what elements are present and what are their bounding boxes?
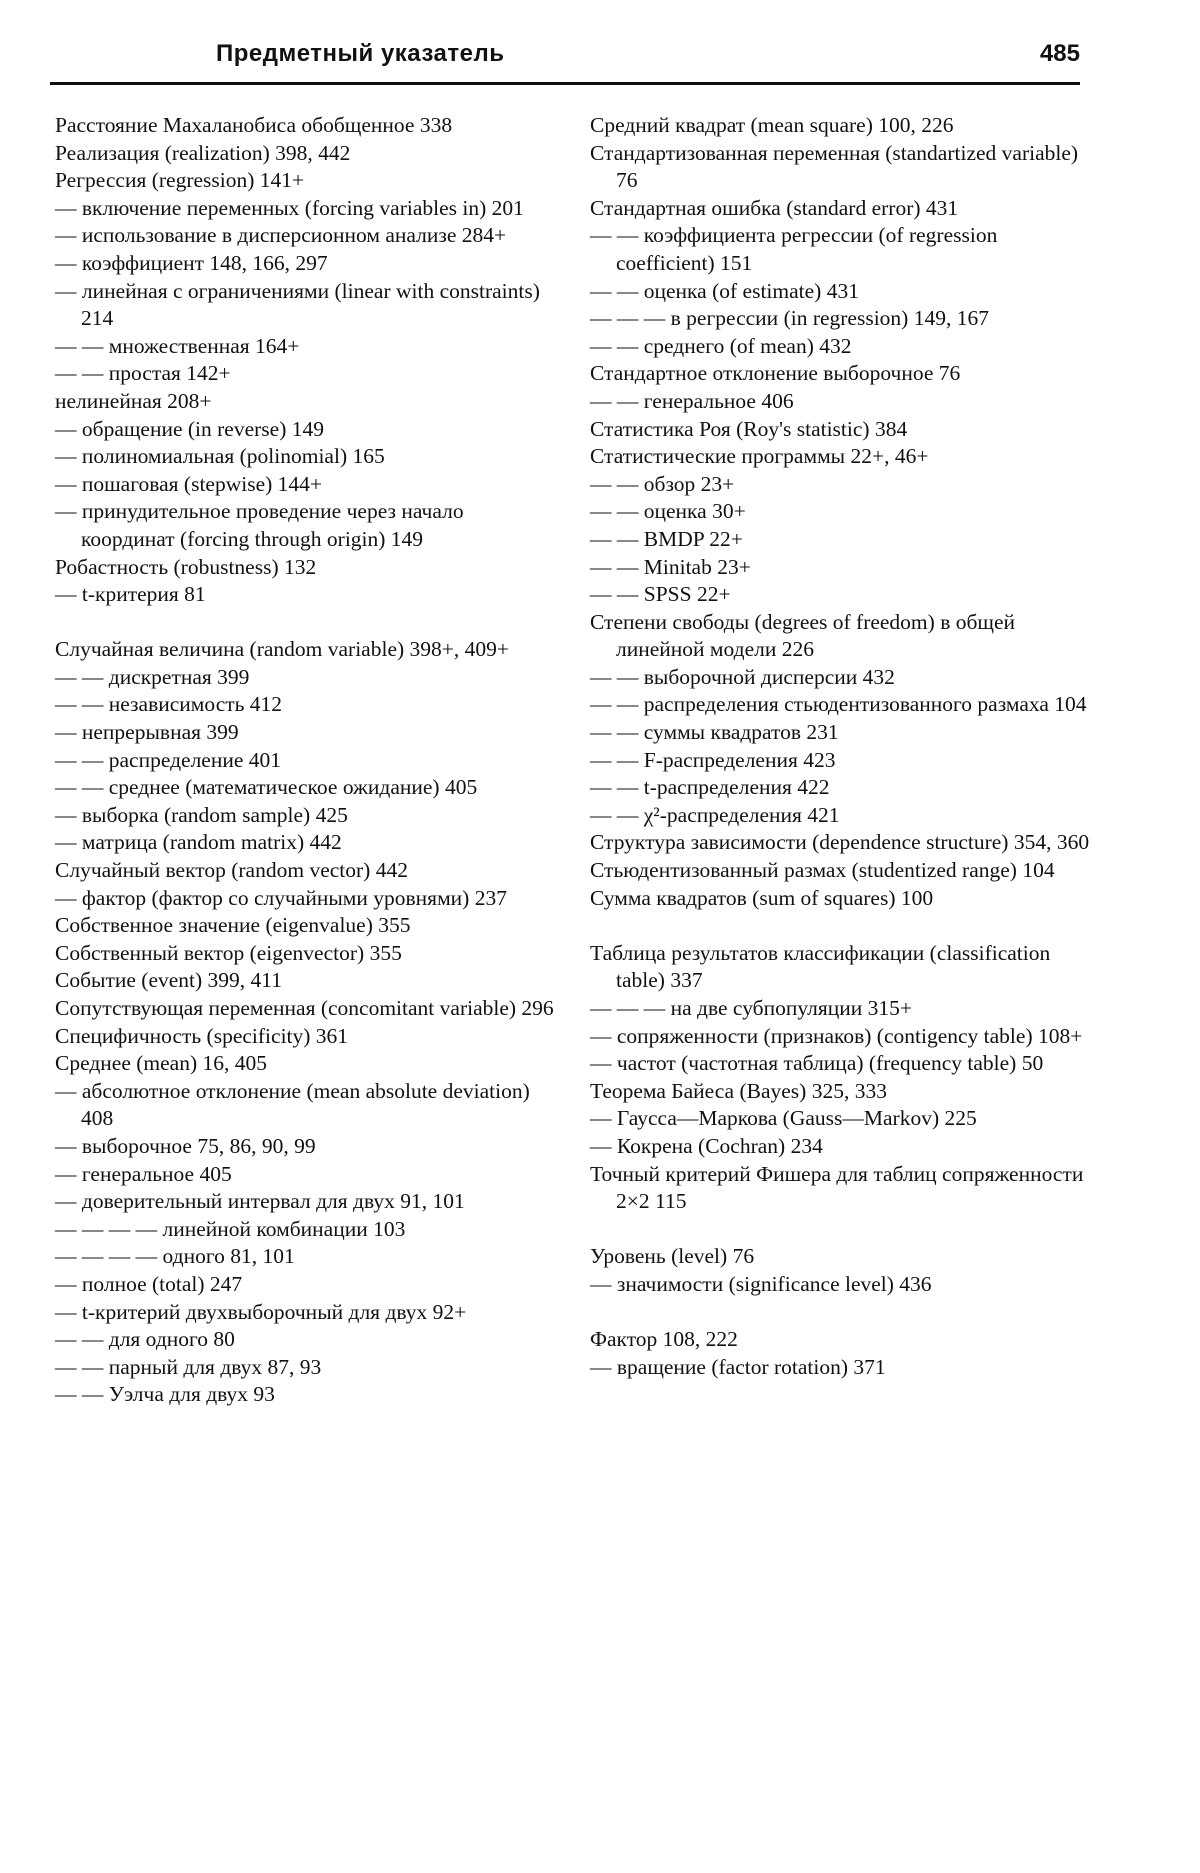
index-entry: — генеральное 405 [55,1161,232,1186]
index-entry: Собственное значение (eigenvalue) 355 [55,913,411,938]
index-entry: — — BMDP 22+ [590,526,743,551]
index-entry: — обращение (in reverse) 149 [55,416,324,441]
index-entry: — — выборочной дисперсии 432 [590,664,895,689]
index-entry: Степени свободы (degrees of freedom) в общей линейной модели 226 [590,609,1016,662]
index-entry: Специфичность (specificity) 361 [55,1023,349,1048]
index-entry: Случайный вектор (random vector) 442 [55,858,408,883]
index-entry: — — оценка 30+ [590,499,746,524]
index-entry: — Гаусса—Маркова (Gauss—Markov) 225 [590,1106,977,1131]
page-number: 485 [1039,40,1080,67]
index-entry: — пошаговая (stepwise) 144+ [55,471,323,496]
section-gap [590,1299,1095,1327]
index-entry: Структура зависимости (dependence structure) 354, 360 [590,830,1090,855]
index-entry: — t-критерий двухвыборочный для двух 92+ [55,1299,467,1324]
index-entry: — — SPSS 22+ [590,582,731,607]
index-entry: Таблица результатов классификации (classification table) 337 [590,940,1051,993]
index-entry: — полиномиальная (polinomial) 165 [55,444,385,469]
index-entry: — — распределение 401 [55,747,282,772]
page-header [50,40,1080,80]
index-entry: — — χ²-распределения 421 [590,802,840,827]
index-entry: Собственный вектор (eigenvector) 355 [55,940,402,965]
index-entry: — — среднее (математическое ожидание) 405 [55,775,478,800]
index-entry: — полное (total) 247 [55,1271,243,1296]
index-entry: — — парный для двух 87, 93 [55,1354,322,1379]
index-entry: — — простая 142+ [55,361,231,386]
index-entry: — матрица (random matrix) 442 [55,830,342,855]
index-entry: — — среднего (of mean) 432 [590,333,852,358]
index-entry: нелинейная 208+ [55,388,212,413]
index-entry: Стандартное отклонение выборочное 76 [590,361,961,386]
index-entry: Фактор 108, 222 [590,1327,738,1352]
index-entry: — — Уэлча для двух 93 [55,1382,275,1407]
index-entry: — фактор (фактор со случайными уровнями) 237 [55,885,507,910]
index-entry: — — дискретная 399 [55,664,250,689]
index-entry: — — коэффициента регрессии (of regression coefficient) 151 [590,223,998,275]
header-divider [50,82,1080,85]
index-entry: — значимости (significance level) 436 [590,1271,932,1296]
index-entry: — коэффициент 148, 166, 297 [55,250,328,275]
index-entry: Уровень (level) 76 [590,1244,755,1269]
index-entry: — — суммы квадратов 231 [590,720,839,745]
index-entry: — t-критерия 81 [55,582,206,607]
section-gap [590,1216,1095,1244]
index-entry: Стандартизованная переменная (standartized variable) 76 [590,140,1079,193]
index-entry: — включение переменных (forcing variables in) 201 [55,195,524,220]
index-entry: — — — в регрессии (in regression) 149, 167 [590,306,989,331]
section-gap [55,609,555,637]
index-entry: — доверительный интервал для двух 91, 101 [55,1189,465,1214]
index-entry: — частот (частотная таблица) (frequency table) 50 [590,1051,1044,1076]
index-entry: — — — на две субпопуляции 315+ [590,996,913,1020]
index-entry: — — для одного 80 [55,1327,235,1352]
index-entry: — выборочное 75, 86, 90, 99 [55,1133,316,1158]
index-entry: — — генеральное 406 [590,388,794,413]
index-entry: Регрессия (regression) 141+ [55,168,305,193]
index-entry: — непрерывная 399 [55,720,239,745]
index-entry: — — оценка (of estimate) 431 [590,278,859,303]
index-entry: Точный критерий Фишера для таблиц сопряженности 2×2 115 [590,1161,1084,1214]
index-entry: Среднее (mean) 16, 405 [55,1051,268,1076]
index-entry: — выборка (random sample) 425 [55,802,348,827]
index-column-left [55,112,555,1409]
index-entry: — — Minitab 23+ [590,554,751,579]
index-entry: Сумма квадратов (sum of squares) 100 [590,885,934,910]
index-entry: Реализация (realization) 398, 442 [55,140,351,165]
index-entry: Стандартная ошибка (standard error) 431 [590,195,959,220]
index-entry: — — F-распределения 423 [590,747,836,772]
index-column-right [590,112,1095,1381]
index-entry: Случайная величина (random variable) 398+, 409+ [55,637,510,662]
index-entry: — — обзор 23+ [590,471,735,496]
index-entry: — — множественная 164+ [55,333,300,358]
page-title: Предметный указатель [216,40,505,67]
index-entry: Событие (event) 399, 411 [55,968,282,993]
index-entry: — использование в дисперсионном анализе 284+ [55,223,507,248]
index-entry: Робастность (robustness) 132 [55,554,317,579]
index-entry: — вращение (factor rotation) 371 [590,1354,886,1379]
index-entry: — — t-распределения 422 [590,775,830,800]
index-entry: — — распределения стьюдентизованного размаха 104 [590,692,1087,717]
index-entry: — — — — линейной комбинации 103 [55,1216,406,1241]
index-entry: Статистические программы 22+, 46+ [590,444,929,469]
index-entry: Сопутствующая переменная (concomitant variable) 296 [55,996,554,1020]
index-entry: — принудительное проведение через начало координат (forcing through origin) 149 [55,499,464,551]
index-entry: Средний квадрат (mean square) 100, 226 [590,113,954,137]
index-entry: — — — — одного 81, 101 [55,1244,295,1269]
index-entry: — абсолютное отклонение (mean absolute deviation) 408 [55,1078,530,1131]
section-gap [590,912,1095,940]
index-entry: — сопряженности (признаков) (contigency table) 108+ [590,1023,1083,1048]
index-entry: — линейная с ограничениями (linear with constraints) 214 [55,278,540,331]
index-entry: Теорема Байеса (Bayes) 325, 333 [590,1078,887,1103]
index-entry: — — независимость 412 [55,692,283,717]
index-entry: Стьюдентизованный размах (studentized range) 104 [590,858,1055,883]
index-entry: Статистика Роя (Roy's statistic) 384 [590,416,908,441]
index-entry: Расстояние Махаланобиса обобщенное 338 [55,113,453,137]
index-entry: — Кокрена (Cochran) 234 [590,1133,823,1158]
